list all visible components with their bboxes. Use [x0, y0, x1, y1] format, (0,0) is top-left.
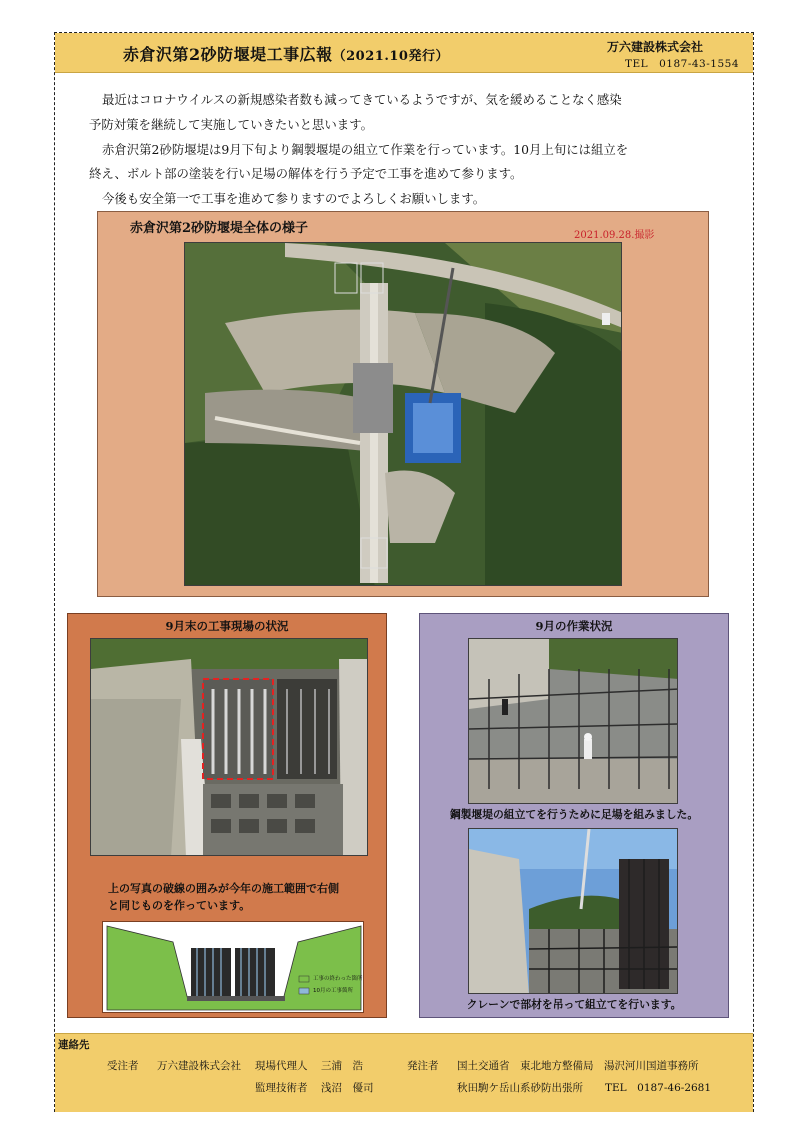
september-site-title: 9月末の工事現場の状況 [165, 619, 289, 633]
overall-view-title: 赤倉沢第2砂防堰堤全体の様子 [130, 221, 309, 236]
company-name: 万六建設株式会社 [606, 40, 703, 54]
client-tel: TEL 0187-46-2681 [605, 1082, 712, 1094]
site-caption-line: と同じものを作っています。 [108, 899, 251, 912]
photo-date: 2021.09.28.撮影 [574, 230, 655, 241]
contractor-name: 万六建設株式会社 [157, 1060, 241, 1072]
intro-line: 赤倉沢第2砂防堰堤は9月下旬より鋼製堰堤の組立て作業を行っています。10月上旬には組立を [102, 141, 629, 157]
scaffolding-photo [468, 638, 678, 804]
title-text: 赤倉沢第2砂防堰堤工事広報 [123, 45, 333, 64]
site-agent-name: 三浦 浩 [321, 1060, 363, 1072]
contractor-label: 受注者 [107, 1060, 139, 1072]
contact-footer [55, 1033, 753, 1112]
dam-cross-section-diagram [102, 921, 364, 1013]
intro-line: 終え、ボルト部の塗装を行い足場の解体を行う予定で工事を進めて参ります。 [89, 166, 523, 182]
site-caption-line: 上の写真の破線の囲みが今年の施工範囲で右側 [108, 882, 339, 895]
september-work-title: 9月の作業状況 [535, 619, 613, 633]
page-title [123, 42, 449, 65]
company-tel: TEL 0187-43-1554 [624, 58, 739, 70]
issue-date: （2021.10発行） [332, 49, 449, 64]
scaffolding-caption: 鋼製堰堤の組立てを行うために足場を組みました。 [449, 808, 699, 821]
site-status-photo [90, 638, 368, 856]
engineer-name: 浅沼 優司 [321, 1082, 374, 1094]
september-work-panel [419, 613, 729, 1018]
intro-line: 今後も安全第一で工事を進めて参りますのでよろしくお願いします。 [102, 191, 486, 207]
newsletter-frame [54, 32, 754, 1112]
legend-done-label: 工事の終わった箇所 [313, 976, 363, 982]
september-site-panel [67, 613, 387, 1018]
header-band [55, 33, 753, 73]
crane-photo [468, 828, 678, 994]
legend-oct-label: 10月の工事箇所 [313, 988, 353, 994]
client-name: 国土交通省 東北地方整備局 湯沢河川国道事務所 [457, 1060, 699, 1072]
crane-caption: クレーンで部材を吊って組立てを行います。 [466, 998, 682, 1011]
overall-view-panel [97, 211, 709, 597]
engineer-label: 監理技術者 [255, 1082, 308, 1094]
site-agent-label: 現場代理人 [255, 1060, 308, 1072]
intro-text [89, 88, 729, 212]
client-label: 発注者 [407, 1060, 439, 1072]
aerial-dam-photo [184, 242, 622, 586]
contact-label: 連絡先 [58, 1039, 90, 1051]
site-caption [108, 880, 368, 914]
client-office: 秋田駒ケ岳山系砂防出張所 [457, 1082, 583, 1094]
intro-line: 予防対策を継続して実施していきたいと思います。 [89, 116, 373, 132]
intro-line: 最近はコロナウイルスの新規感染者数も減ってきているようですが、気を緩めることなく感染 [102, 92, 622, 107]
